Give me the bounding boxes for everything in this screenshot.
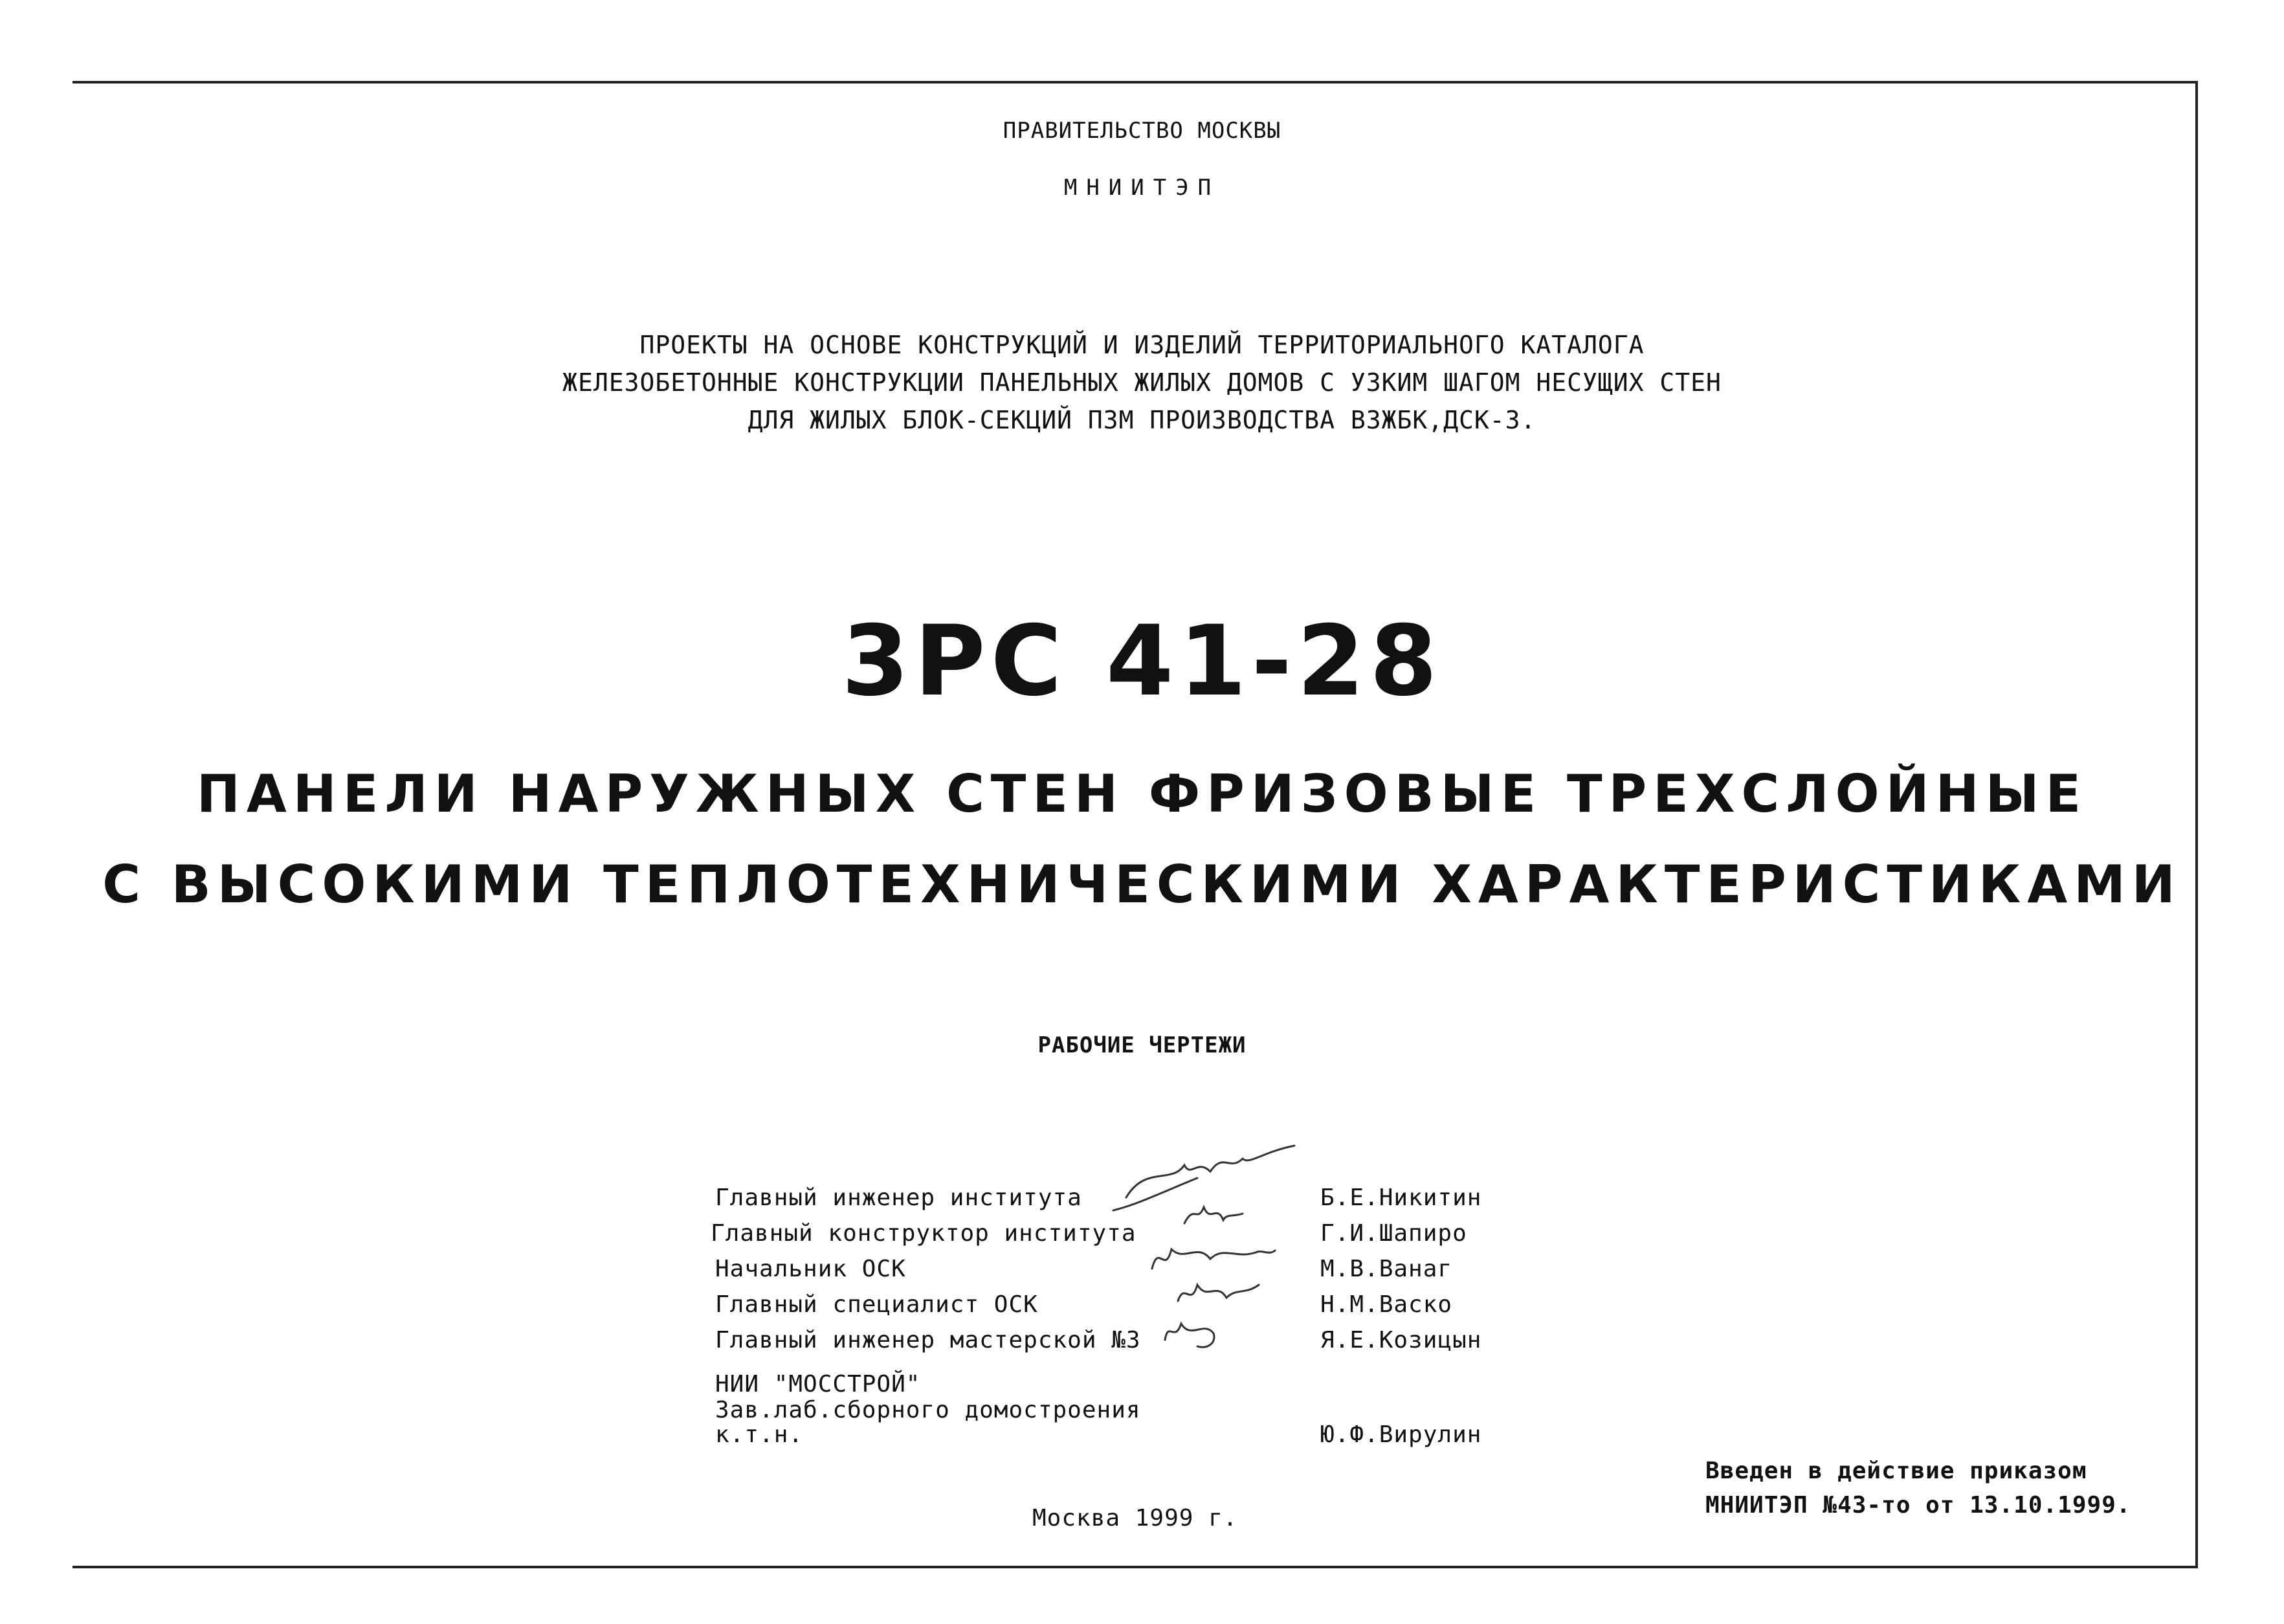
external-name: Ю.Ф.Вирулин [1320,1421,1482,1448]
institute-header: МНИИТЭП [1063,175,1221,201]
signature-1 [1113,1146,1294,1210]
place-year: Москва 1999 г. [1032,1505,1238,1531]
external-role-line-1: Зав.лаб.сборного домостроения [715,1397,1141,1423]
document-title-line-1: ПАНЕЛИ НАРУЖНЫХ СТЕН ФРИЗОВЫЕ ТРЕХСЛОЙНЫЕ [196,764,2088,824]
signatory-name-3: М.В.Ванаг [1320,1256,1453,1282]
signature-4 [1178,1285,1259,1301]
external-org: НИИ "МОССТРОЙ" [715,1371,921,1397]
government-header: ПРАВИТЕЛЬСТВО МОСКВЫ [1003,118,1281,144]
signatory-role-2: Главный конструктор института [711,1220,1136,1247]
project-description-line-3: ДЛЯ ЖИЛЫХ БЛОК-СЕКЦИЙ П3М ПРОИЗВОДСТВА ВЗЖБК,ДСК-3. [748,406,1536,434]
signature-3 [1152,1249,1275,1269]
project-description-line-1: ПРОЕКТЫ НА ОСНОВЕ КОНСТРУКЦИЙ И ИЗДЕЛИЙ ТЕРРИТОРИАЛЬНОГО КАТАЛОГА [639,331,1645,359]
signatory-name-1: Б.Е.Никитин [1320,1185,1482,1211]
signature-5 [1165,1324,1214,1347]
handwritten-signatures [1100,1126,1346,1372]
signatory-role-3: Начальник ОСК [715,1256,906,1282]
signatory-role-1: Главный инженер института [715,1185,1082,1211]
external-role-line-2: к.т.н. [715,1421,804,1448]
order-line-1: Введен в действие приказом [1705,1458,2087,1484]
signatory-name-4: Н.М.Васко [1320,1291,1453,1318]
signatory-name-5: Я.Е.Козицын [1320,1327,1482,1353]
signature-2 [1184,1207,1243,1223]
order-line-2: МНИИТЭП №43-то от 13.10.1999. [1705,1492,2131,1518]
signatory-name-2: Г.И.Шапиро [1320,1220,1467,1247]
signatory-role-5: Главный инженер мастерской №3 [715,1327,1141,1353]
document-code: 3РС 41-28 [841,605,1443,718]
document-title-line-2: С ВЫСОКИМИ ТЕПЛОТЕХНИЧЕСКИМИ ХАРАКТЕРИСТИКАМИ [102,854,2182,915]
project-description-line-2: ЖЕЛЕЗОБЕТОННЫЕ КОНСТРУКЦИИ ПАНЕЛЬНЫХ ЖИЛЫХ ДОМОВ С УЗКИМ ШАГОМ НЕСУЩИХ СТЕН [562,368,1722,397]
signatory-role-4: Главный специалист ОСК [715,1291,1038,1318]
document-stage: РАБОЧИЕ ЧЕРТЕЖИ [1037,1032,1247,1058]
